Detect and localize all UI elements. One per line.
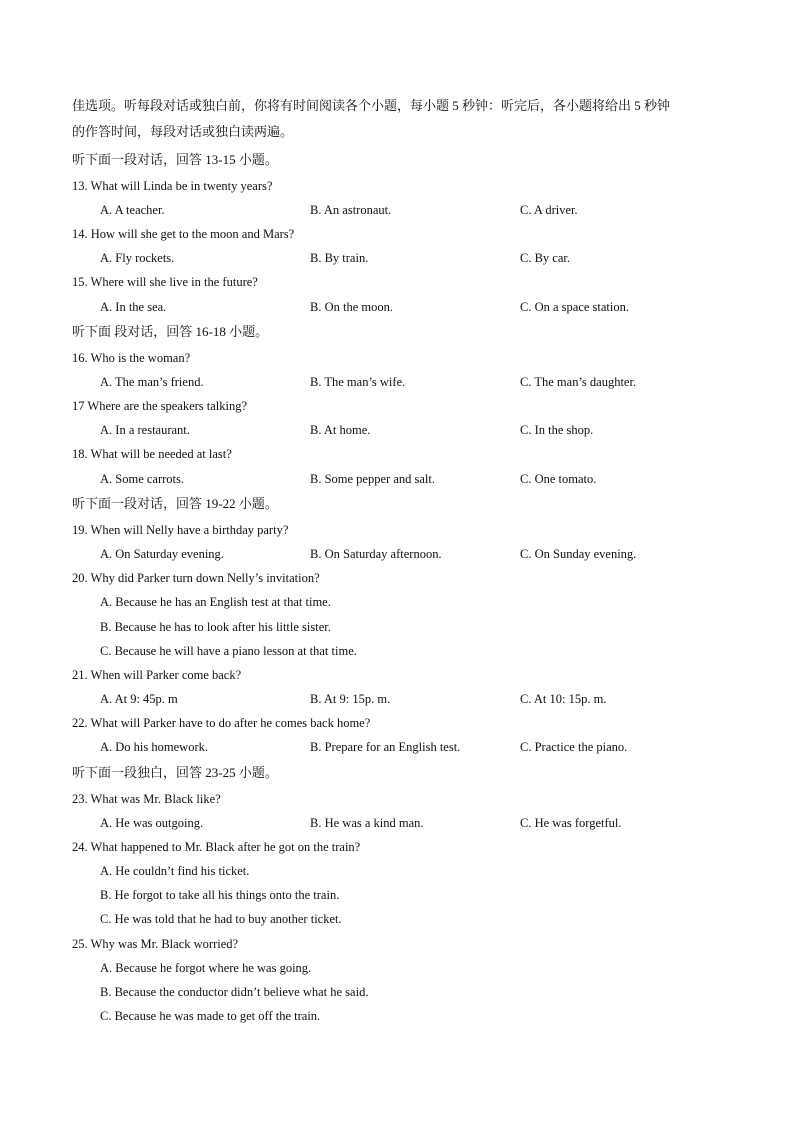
question-13: 13. What will Linda be in twenty years? (72, 179, 273, 193)
option-16-a: A. The man’s friend. (100, 375, 204, 389)
question-25: 25. Why was Mr. Black worried? (72, 937, 239, 951)
question-23: 23. What was Mr. Black like? (72, 792, 221, 806)
option-24-a: A. He couldn’t find his ticket. (100, 864, 250, 878)
question-24: 24. What happened to Mr. Black after he got on the train? (72, 840, 361, 854)
question-21: 21. When will Parker come back? (72, 668, 242, 682)
question-20: 20. Why did Parker turn down Nelly’s invitation? (72, 571, 320, 585)
option-23-a: A. He was outgoing. (100, 816, 204, 830)
option-21-b: B. At 9: 15p. m. (310, 692, 391, 706)
option-18-c: C. One tomato. (520, 472, 597, 486)
option-14-a: A. Fly rockets. (100, 251, 175, 265)
option-24-c: C. He was told that he had to buy another ticket. (100, 912, 342, 926)
question-19: 19. When will Nelly have a birthday party? (72, 523, 289, 537)
option-13-c: C. A driver. (520, 203, 578, 217)
option-16-c: C. The man’s daughter. (520, 375, 637, 389)
option-23-c: C. He was forgetful. (520, 816, 622, 830)
option-19-c: C. On Sunday evening. (520, 547, 637, 561)
option-15-b: B. On the moon. (310, 300, 393, 314)
option-13-b: B. An astronaut. (310, 203, 392, 217)
option-20-c: C. Because he will have a piano lesson at that time. (100, 644, 357, 658)
option-20-a: A. Because he has an English test at that time. (100, 595, 331, 609)
question-15: 15. Where will she live in the future? (72, 275, 258, 289)
option-21-c: C. At 10: 15p. m. (520, 692, 607, 706)
question-22: 22. What will Parker have to do after he comes back home? (72, 716, 371, 730)
option-20-b: B. Because he has to look after his little sister. (100, 620, 331, 634)
option-17-b: B. At home. (310, 423, 371, 437)
option-22-c: C. Practice the piano. (520, 740, 628, 754)
option-17-c: C. In the shop. (520, 423, 594, 437)
section-heading: 听下面一段对话，回答 13-15 小题。 (72, 152, 278, 167)
option-14-c: C. By car. (520, 251, 570, 265)
option-25-c: C. Because he was made to get off the train. (100, 1009, 321, 1023)
option-21-a: A. At 9: 45p. m (100, 692, 178, 706)
option-25-a: A. Because he forgot where he was going. (100, 961, 312, 975)
option-22-a: A. Do his homework. (100, 740, 208, 754)
intro-line-2: 的作答时间，每段对话或独白读两遍。 (72, 124, 294, 139)
option-15-a: A. In the sea. (100, 300, 167, 314)
section-heading: 听下面一段对话，回答 19-22 小题。 (72, 496, 278, 511)
option-16-b: B. The man’s wife. (310, 375, 406, 389)
option-19-b: B. On Saturday afternoon. (310, 547, 442, 561)
question-18: 18. What will be needed at last? (72, 447, 232, 461)
intro-line-1: 佳选项。听每段对话或独白前，你将有时间阅读各个小题，每小题 5 秒钟：听完后，各小题将给出 5 秒钟 (72, 98, 671, 113)
option-15-c: C. On a space station. (520, 300, 630, 314)
option-19-a: A. On Saturday evening. (100, 547, 224, 561)
question-16: 16. Who is the woman? (72, 351, 191, 365)
option-17-a: A. In a restaurant. (100, 423, 190, 437)
option-18-a: A. Some carrots. (100, 472, 185, 486)
option-18-b: B. Some pepper and salt. (310, 472, 435, 486)
option-25-b: B. Because the conductor didn’t believe what he said. (100, 985, 369, 999)
option-24-b: B. He forgot to take all his things onto the train. (100, 888, 340, 902)
option-13-a: A. A teacher. (100, 203, 165, 217)
question-17: 17 Where are the speakers talking? (72, 399, 248, 413)
question-14: 14. How will she get to the moon and Mars? (72, 227, 295, 241)
option-23-b: B. He was a kind man. (310, 816, 424, 830)
section-heading: 听下面 段对话，回答 16-18 小题。 (72, 324, 269, 339)
option-14-b: B. By train. (310, 251, 369, 265)
option-22-b: B. Prepare for an English test. (310, 740, 461, 754)
section-heading: 听下面一段独白，回答 23-25 小题。 (72, 765, 278, 780)
